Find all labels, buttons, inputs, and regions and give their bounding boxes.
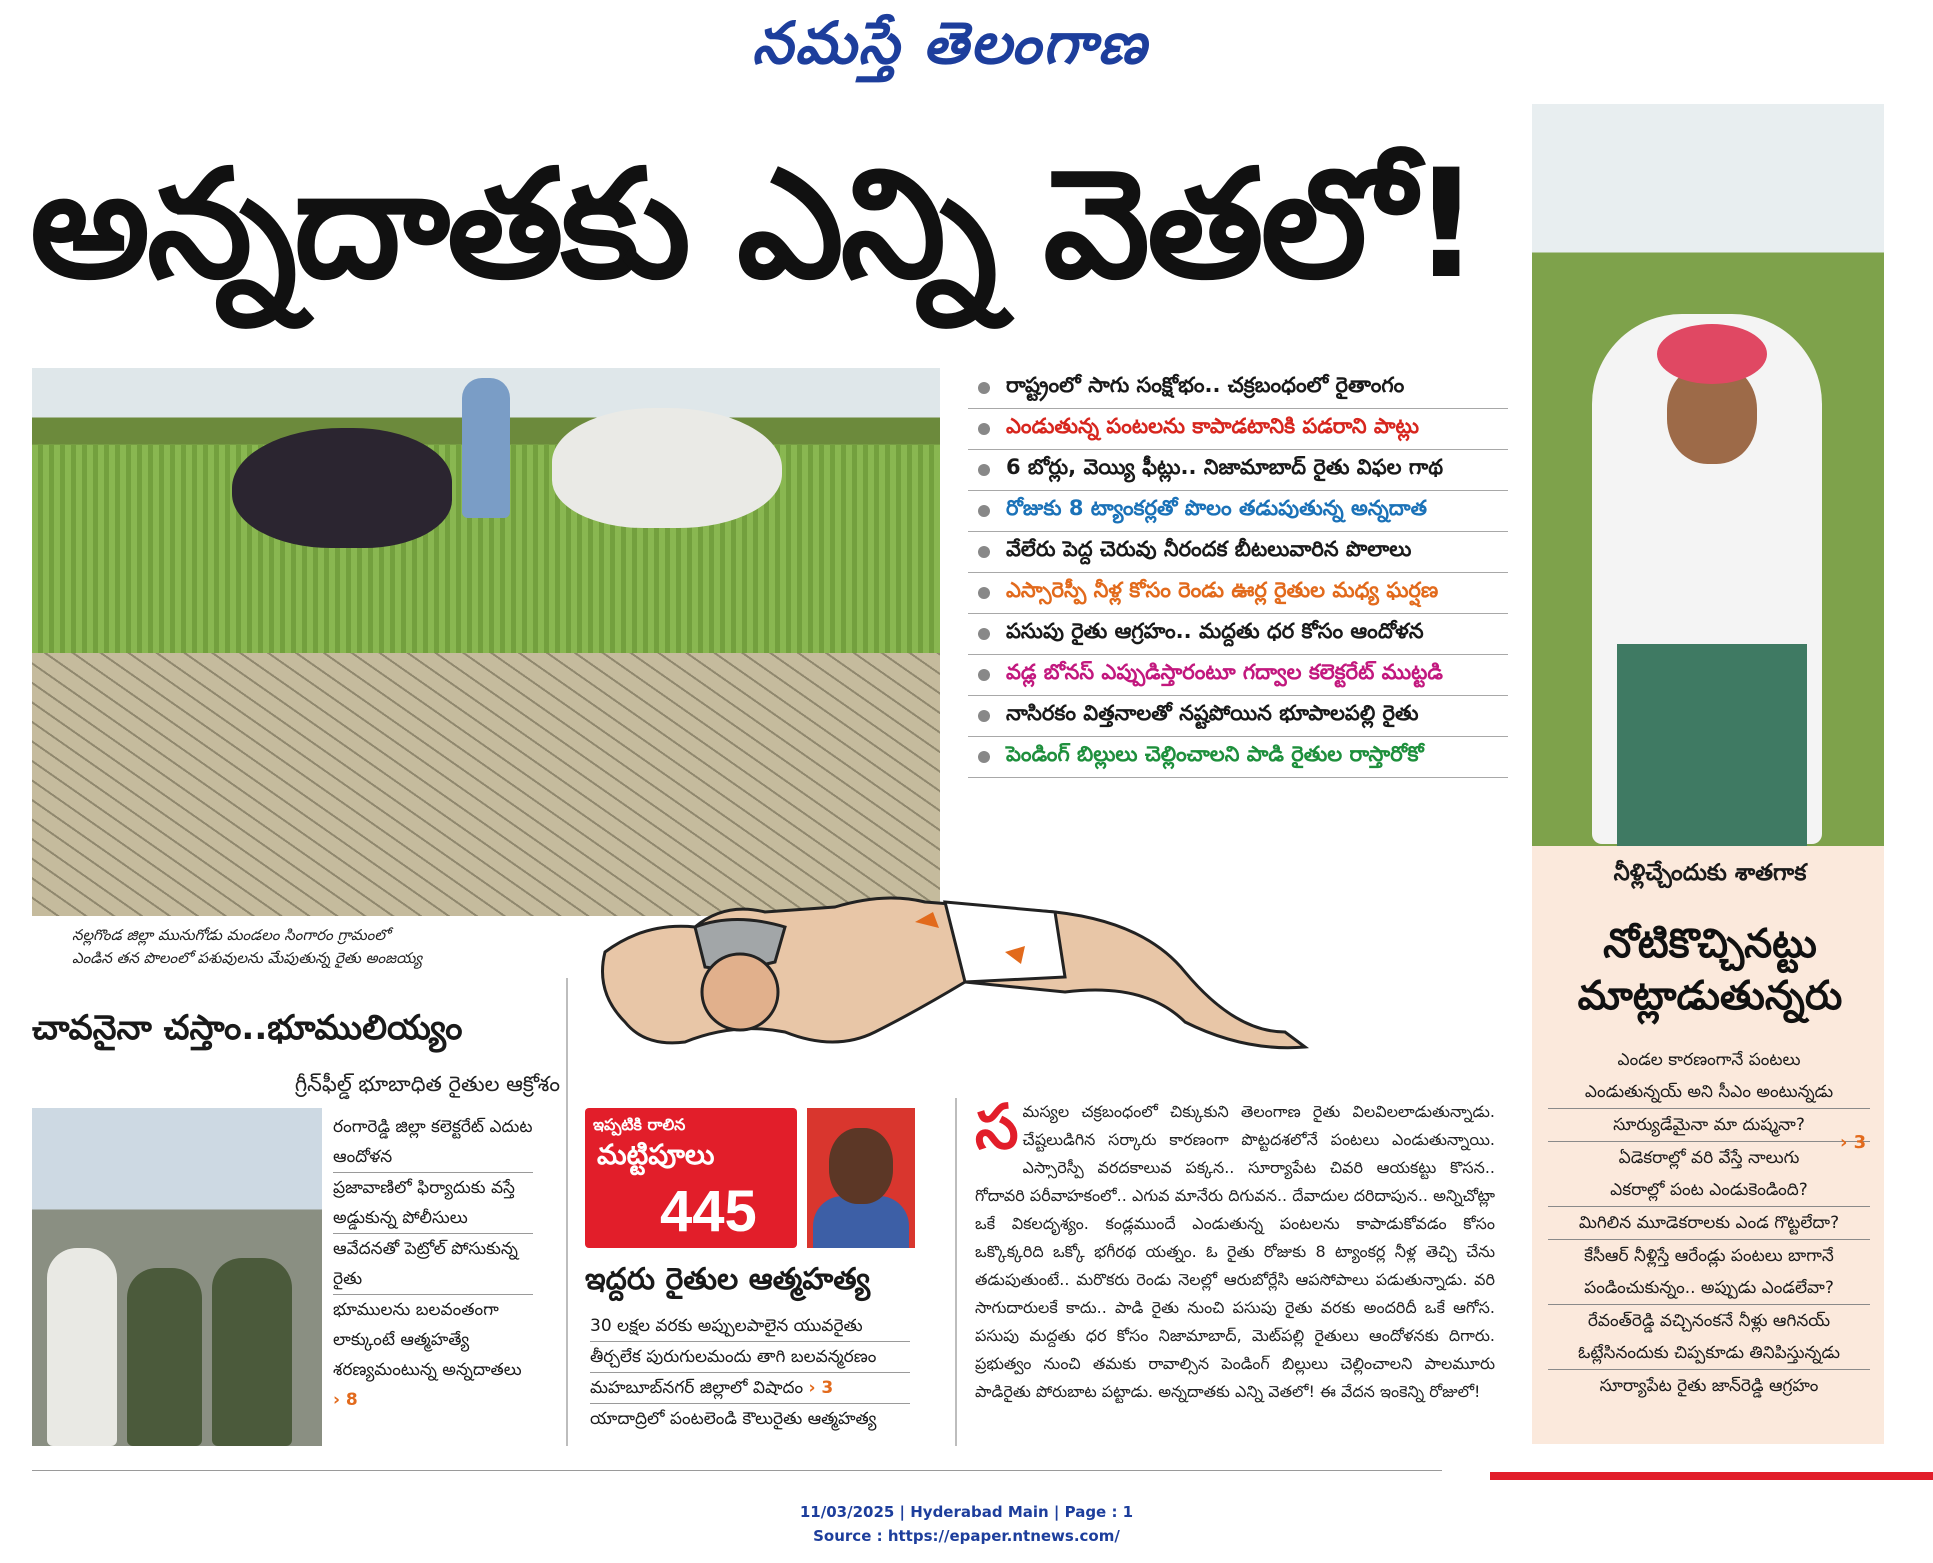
footer-rule xyxy=(32,1470,1442,1471)
bullet-item xyxy=(968,737,1508,778)
page-reference: › 3 xyxy=(808,1378,834,1398)
adjacent-column-edge xyxy=(1888,104,1933,1464)
side-quote: సూర్యాపేట రైతు జాన్‌రెడ్డి ఆగ్రహం xyxy=(1599,1376,1819,1396)
bullet-dot-icon xyxy=(978,669,990,681)
story-point: తీర్చలేక పురుగులమందు తాగి బలవన్మరణం xyxy=(590,1342,910,1373)
footer-source[interactable]: Source : https://epaper.ntnews.com/ xyxy=(813,1527,1120,1545)
farmer-figure xyxy=(462,378,510,518)
column-divider xyxy=(955,1098,957,1446)
footer-edition: 11/03/2025 | Hyderabad Main | Page : 1 xyxy=(799,1503,1134,1521)
story-point xyxy=(590,1373,910,1404)
bullet-item xyxy=(968,614,1508,655)
side-quote: ఎకరాల్లో పంట ఎండుకెండింది? xyxy=(1548,1174,1870,1207)
bullet-item xyxy=(968,532,1508,573)
photo-dry-field-cattle xyxy=(32,368,940,916)
bullet-dot-icon xyxy=(978,464,990,476)
bullet-dot-icon xyxy=(978,382,990,394)
bullet-dot-icon xyxy=(978,751,990,763)
page-reference: › 8 xyxy=(333,1390,358,1410)
story-point-text: మహబూబ్‌నగర్ జిల్లాలో విషాదం xyxy=(590,1378,804,1398)
masthead-logo: నమస్తే తెలంగాణ xyxy=(752,9,1148,77)
bullet-text: వేలేరు పెద్ద చెరువు నీరందక బీటలువారిన పొలాలు xyxy=(1006,537,1412,561)
story-deck: గ్రీన్‌ఫీల్డ్ భూబాధిత రైతుల ఆక్రోశం xyxy=(294,1072,560,1096)
white-cow-figure xyxy=(552,408,782,528)
column-divider xyxy=(566,978,568,1446)
black-cow-figure xyxy=(232,428,452,548)
photo-protest xyxy=(32,1108,322,1446)
story-headline: చావనైనా చస్తాం..భూములియ్యం xyxy=(32,1008,463,1048)
side-quote: ఓట్లేసినందుకు చిప్పకూడు తినిపిస్తున్నడు xyxy=(1548,1337,1870,1370)
story-points xyxy=(590,1311,910,1434)
bullet-list xyxy=(968,368,1508,778)
story-point: రంగారెడ్డి జిల్లా కలెక్టరేట్ ఎదుట ఆందోళన xyxy=(333,1112,533,1173)
side-quote: ఎండుతున్నయ్ అని సీఎం అంటున్నడు xyxy=(1548,1076,1870,1109)
story-point: యాదాద్రిలో పంటలెండి కౌలురైతు ఆత్మహత్య xyxy=(590,1409,877,1429)
bullet-item xyxy=(968,696,1508,737)
article-body: మస్యల చక్రబంధంలో చిక్కుకుని తెలంగాణ రైతు విలవిలలాడుతున్నాడు. చేష్టలుడిగిన సర్కారు కారణంగా పొట్టదశలోనే పంటలు ఎండుతున్నాయి. ఎస్సారెస్పీ వరదకాలువ పక్కన.. సూర్యాపేట చివరి ఆయకట్టు కొసన.. గోదావరి పరీవాహకంలో.. ఎగువ మానేరు దిగువన.. దేవాదుల దరిదాపున.. అన్నిచోట్లా ఒకే వికలదృశ్యం. కండ్లముందే ఎండుతున్న పంటలను కాపాడుకోవడం కోసం ఒక్కొక్కరిది ఒక్కో భగీరథ యత్నం. ఓ రైతు రోజుకు 8 ట్యాంకర్ల నీళ్ల తెచ్చి చేను తడుపుతుంటే.. మరొకరు రెండు నెలల్లో ఆరుబోర్లేసి ఆపసోపాలు పడుతున్నాడు. వరి సాగుదారులకే కాదు.. పాడి రైతు నుంచి పసుపు రైతు వరకు అందరిదీ ఒకే ఆగోస. పసుపు మద్దతు ధర కోసం నిజామాబాద్, మెట్‌పల్లి రైతులు ఆందోళనకు దిగారు. ప్రభుత్వం నుంచి తమకు రావాల్సిన పెండింగ్ బిల్లులు చెల్లించాలని పాలమూరు పాడిరైతు పోరుబాట పట్టాడు. అన్నదాతకు ఎన్ని వెతలో! ఈ వేదన ఇంకెన్ని రోజులో! xyxy=(975,1102,1495,1401)
story-point-text: భూములను బలవంతంగా లాక్కుంటే ఆత్మహత్యే శరణ్యమంటున్న అన్నదాతలు xyxy=(333,1300,522,1380)
bullet-item xyxy=(968,450,1508,491)
red-rule xyxy=(1490,1472,1933,1480)
story-point xyxy=(333,1295,533,1415)
bullet-dot-icon xyxy=(978,423,990,435)
bullet-text: పెండింగ్ బిల్లులు చెల్లించాలని పాడి రైతుల రాస్తారోకో xyxy=(1006,742,1424,766)
side-quote: సూర్యుడేమైనా మా దుష్మనా? xyxy=(1548,1109,1870,1142)
side-quotes xyxy=(1548,1044,1870,1402)
bullet-text: పసుపు రైతు ఆగ్రహం.. మద్దతు ధర కోసం ఆందోళన xyxy=(1006,619,1424,643)
bullet-dot-icon xyxy=(978,546,990,558)
drop-cap: స xyxy=(975,1090,1019,1163)
story-points xyxy=(333,1112,533,1415)
story-point: ఆవేదనతో పెట్రోల్ పోసుకున్న రైతు xyxy=(333,1234,533,1295)
photo-angry-farmer xyxy=(1532,104,1884,846)
bullet-text: రోజుకు 8 ట్యాంకర్లతో పొలం తడుపుతున్న అన్నదాత xyxy=(1006,496,1427,520)
bullet-text: ఎండుతున్న పంటలను కాపాడటానికి పడరాని పాట్లు xyxy=(1006,414,1420,438)
side-headline-line: నోటికొచ్చినట్టు xyxy=(1603,921,1817,967)
bullet-item xyxy=(968,409,1508,450)
bullet-dot-icon xyxy=(978,587,990,599)
bullet-dot-icon xyxy=(978,505,990,517)
story-point: 30 లక్షల వరకు అప్పులపాలైన యువరైతు xyxy=(590,1311,910,1342)
bullet-dot-icon xyxy=(978,628,990,640)
bullet-text: వడ్ల బోనస్ ఎప్పుడిస్తారంటూ గద్వాల కలెక్టరేట్ ముట్టడి xyxy=(1006,660,1443,684)
caption-line: నల్లగొండ జిల్లా మునుగోడు మండలం సింగారం గ్రామంలో xyxy=(72,926,390,944)
toll-line-2: మట్టిపూలు xyxy=(597,1138,715,1171)
side-quote: రేవంత్‌రెడ్డి వచ్చినంకనే నీళ్లు ఆగినయ్ xyxy=(1587,1311,1831,1331)
side-quote: పండించుకున్నం.. అప్పుడు ఎండలేవా? xyxy=(1548,1272,1870,1305)
bullet-text: ఎస్సారెస్పీ నీళ్ల కోసం రెండు ఊర్ల రైతుల మధ్య ఘర్షణ xyxy=(1006,578,1439,602)
side-headline-line: మాట్లాడుతున్నరు xyxy=(1577,973,1843,1019)
cartoon-fallen-farmer xyxy=(585,882,1510,1052)
bullet-text: నాసిరకం విత్తనాలతో నష్టపోయిన భూపాలపల్లి రైతు xyxy=(1006,701,1419,725)
side-quote: కేసీఆర్ నీళ్లిస్తే ఆరేండ్లు పంటలు బాగానే xyxy=(1584,1246,1834,1266)
page-footer xyxy=(600,1500,1333,1548)
bullet-text: రాష్ట్రంలో సాగు సంక్షోభం.. చక్రబంధంలో రైతాంగం xyxy=(1006,373,1405,397)
caption-line: ఎండిన తన పొలంలో పశువులను మేపుతున్న రైతు అంజయ్య xyxy=(72,949,423,967)
bullet-item xyxy=(968,655,1508,696)
toll-count: 445 xyxy=(660,1179,757,1244)
side-quote: మిగిలిన మూడెకరాలకు ఎండ గొట్టలేదా? xyxy=(1548,1207,1870,1240)
page-reference: › 3 xyxy=(1840,1132,1867,1153)
toll-badge xyxy=(585,1108,797,1248)
photo-caption xyxy=(72,924,532,970)
side-kicker: నీళ్లిచ్చేందుకు శాతగాక xyxy=(1613,860,1807,886)
bullet-dot-icon xyxy=(978,710,990,722)
photo-victim xyxy=(807,1108,915,1248)
bullet-item xyxy=(968,491,1508,532)
side-headline xyxy=(1550,918,1870,1022)
lead-article xyxy=(975,1090,1495,1406)
main-headline: అన్నదాతకు ఎన్ని వెతలో! xyxy=(30,138,1478,312)
bullet-item xyxy=(968,368,1508,409)
bullet-item xyxy=(968,573,1508,614)
side-quote: ఎండల కారణంగానే పంటలు xyxy=(1617,1050,1801,1070)
story-point: ప్రజావాణిలో ఫిర్యాదుకు వస్తే అడ్డుకున్న పోలీసులు xyxy=(333,1173,533,1234)
side-quote: ఏడెకరాల్లో వరి వేస్తే నాలుగు xyxy=(1618,1148,1800,1168)
bullet-text: 6 బోర్లు, వెయ్యి ఫీట్లు.. నిజామాబాద్ రైతు విఫల గాథ xyxy=(1006,455,1444,479)
story-headline: ఇద్దరు రైతుల ఆత్మహత్య xyxy=(585,1262,871,1297)
toll-line-1: ఇప్పటికి రాలిన xyxy=(593,1115,686,1134)
